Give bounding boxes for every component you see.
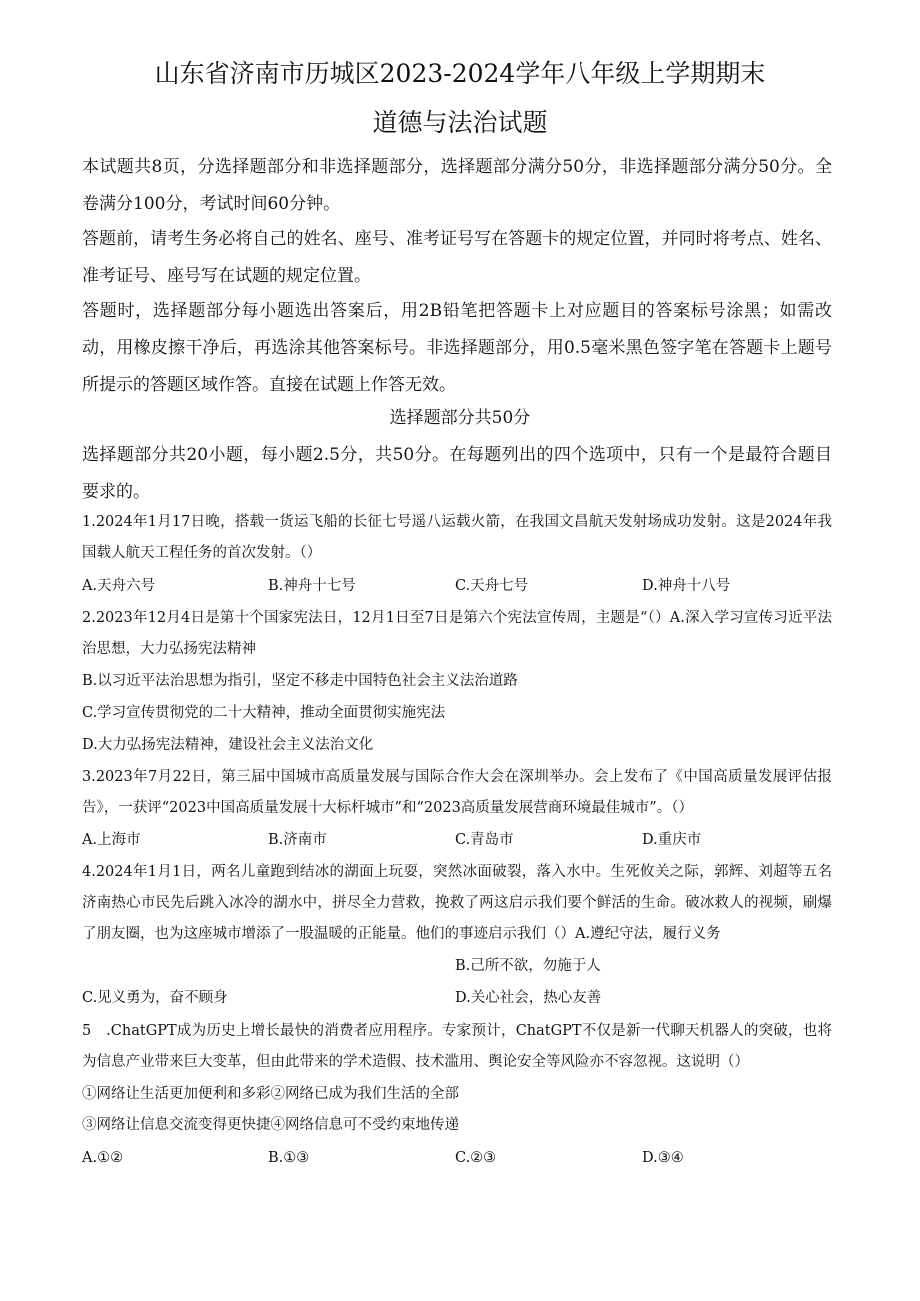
instruction-paragraph: 答题时，选择题部分每小题选出答案后，用2B铅笔把答题卡上对应题目的答案标号涂黑；如需改动，用橡皮擦干净后，再选涂其他答案标号。非选择题部分，用0.5毫米黑色签字笔在答题卡上题号所提示的答题区域作答。直接在试题上作答无效。 bbox=[82, 301, 832, 395]
question-stem: 1.2024年1月17日晚，搭载一货运飞船的长征七号遥八运载火箭，在我国文昌航天发射场成功发射。这是2024年我国载人航天工程任务的首次发射。（） bbox=[82, 514, 832, 561]
option-d: D.关心社会，热心友善 bbox=[455, 990, 602, 1006]
option-a: A.①② bbox=[82, 1150, 124, 1166]
question-stem: 2.2023年12月4日是第十个国家宪法日，12月1日至7日是第六个宪法宣传周，主题是“（）A.深入学习宣传习近平法治思想，大力弘扬宪法精神 bbox=[82, 610, 832, 657]
option-d: D.③④ bbox=[642, 1150, 684, 1166]
option-d: D.大力弘扬宪法精神，建设社会主义法治文化 bbox=[82, 737, 374, 753]
option-row bbox=[82, 825, 842, 856]
option-c: C.青岛市 bbox=[455, 832, 514, 848]
section-description: 选择题部分共20小题，每小题2.5分，共50分。在每题列出的四个选项中，只有一个是最符合题目要求的。 bbox=[82, 445, 832, 502]
question-stem: 4.2024年1月1日，两名儿童跑到结冰的湖面上玩耍，突然冰面破裂，落入水中。生死攸关之际，郭辉、刘超等五名济南热心市民先后跳入冰冷的湖水中，拼尽全力营救，挽救了两这启示我们要个鲜活的生命。破冰救人的视频，刷爆了朋友圈，也为这座城市增添了一股温暖的正能量。他们的事迹启示我们（）A.遵纪守法，履行义务 bbox=[82, 864, 832, 942]
option-d: D.重庆市 bbox=[642, 832, 702, 848]
option-a: A.上海市 bbox=[82, 832, 141, 848]
option-row bbox=[82, 1143, 842, 1174]
option-b: B.济南市 bbox=[268, 832, 327, 848]
option-a: A.天舟六号 bbox=[82, 578, 156, 594]
section-title: 选择题部分共50分 bbox=[389, 408, 531, 428]
option-c: C.②③ bbox=[455, 1150, 497, 1166]
option-b: B.以习近平法治思想为指引，坚定不移走中国特色社会主义法治道路 bbox=[82, 673, 518, 689]
statement-line: ③网络让信息交流变得更快捷④网络信息可不受约束地传递 bbox=[82, 1117, 459, 1133]
option-b: B.己所不欲，勿施于人 bbox=[455, 958, 601, 974]
option-row bbox=[82, 983, 842, 1014]
question-stem: 3.2023年7月22日，第三届中国城市高质量发展与国际合作大会在深圳举办。会上发布了《中国高质量发展评估报告》，一获评“2023中国高质量发展十大标杆城市”和“2023高质量发展营商环境最佳城市”。（） bbox=[82, 769, 832, 816]
option-c: C.见义勇为，奋不顾身 bbox=[82, 990, 228, 1006]
instruction-paragraph: 本试题共8页，分选择题部分和非选择题部分，选择题部分满分50分，非选择题部分满分50分。全卷满分100分，考试时间60分钟。 bbox=[82, 157, 832, 214]
option-b: B.①③ bbox=[268, 1150, 310, 1166]
exam-title: 山东省济南市历城区2023-2024学年八年级上学期期末 bbox=[154, 59, 766, 88]
question-stem: 5 .ChatGPT成为历史上增长最快的消费者应用程序。专家预计，ChatGPT不仅是新一代聊天机器人的突破，也将为信息产业带来巨大变革，但由此带来的学术造假、技术滥用、舆论安全等风险亦不容忽视。这说明（） bbox=[82, 1023, 832, 1070]
option-row bbox=[82, 951, 842, 982]
instruction-paragraph: 答题前，请考生务必将自己的姓名、座号、准考证号写在答题卡的规定位置，并同时将考点、姓名、准考证号、座号写在试题的规定位置。 bbox=[82, 229, 832, 286]
option-c: C.天舟七号 bbox=[455, 578, 529, 594]
option-row bbox=[82, 571, 842, 602]
exam-subject-title: 道德与法治试题 bbox=[372, 108, 548, 137]
option-b: B.神舟十七号 bbox=[268, 578, 356, 594]
option-d: D.神舟十八号 bbox=[642, 578, 731, 594]
statement-line: ①网络让生活更加便利和多彩②网络已成为我们生活的全部 bbox=[82, 1086, 459, 1102]
option-c: C.学习宣传贯彻党的二十大精神，推动全面贯彻实施宪法 bbox=[82, 705, 446, 721]
